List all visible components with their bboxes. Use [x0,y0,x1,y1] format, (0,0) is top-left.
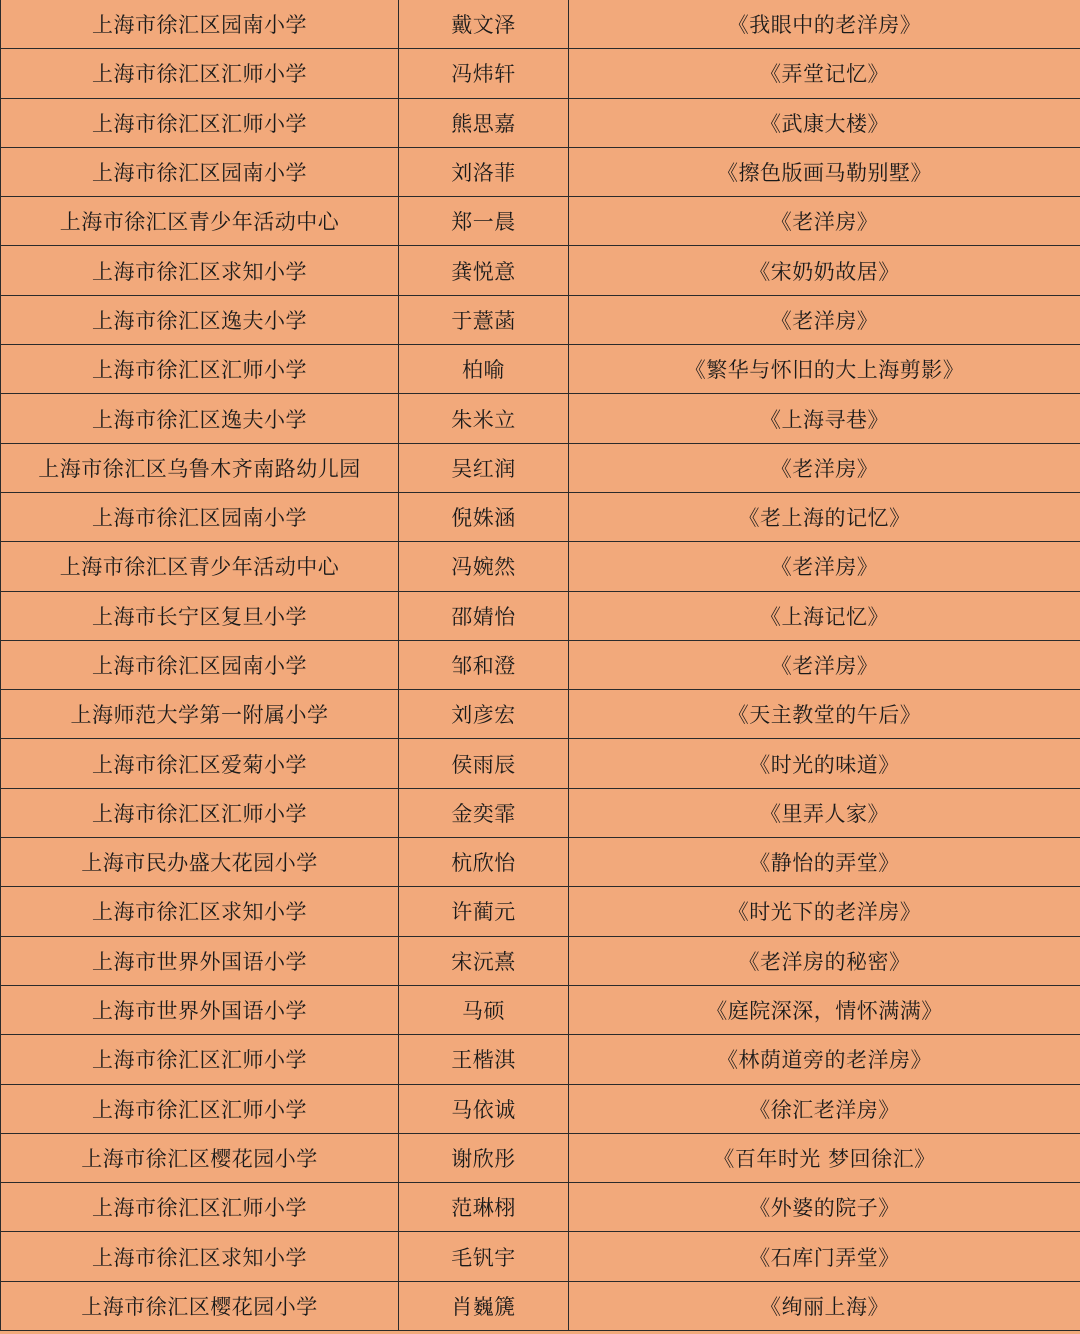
artwork-title-cell: 《老洋房》 [569,542,1080,591]
student-name-cell: 戴文泽 [399,0,569,49]
school-cell: 上海市徐汇区青少年活动中心 [1,197,399,246]
student-name-cell: 刘洛菲 [399,147,569,196]
table-row [1,542,1080,591]
artwork-title-cell: 《宋奶奶故居》 [569,246,1080,295]
student-name-cell: 于薏菡 [399,295,569,344]
student-name-cell: 侯雨辰 [399,739,569,788]
school-cell: 上海市徐汇区汇师小学 [1,345,399,394]
table-row [1,0,1080,49]
student-name-cell: 马依诚 [399,1084,569,1133]
table-row [1,887,1080,936]
table-row [1,1232,1080,1281]
artwork-title-cell: 《时光的味道》 [569,739,1080,788]
school-cell: 上海市徐汇区求知小学 [1,887,399,936]
school-cell: 上海市徐汇区汇师小学 [1,1084,399,1133]
table-row [1,640,1080,689]
table-row [1,591,1080,640]
student-name-cell: 马硕 [399,985,569,1034]
student-name-cell: 邹和澄 [399,640,569,689]
artwork-title-cell: 《老洋房的秘密》 [569,936,1080,985]
artwork-title-cell: 《绚丽上海》 [569,1281,1080,1330]
table-row [1,739,1080,788]
artwork-title-cell: 《我眼中的老洋房》 [569,0,1080,49]
table-row [1,49,1080,98]
school-cell: 上海市徐汇区园南小学 [1,492,399,541]
table-row [1,295,1080,344]
school-cell: 上海市徐汇区求知小学 [1,1232,399,1281]
table-row [1,838,1080,887]
school-cell: 上海市徐汇区汇师小学 [1,788,399,837]
artwork-title-cell: 《石库门弄堂》 [569,1232,1080,1281]
artwork-title-cell: 《林荫道旁的老洋房》 [569,1035,1080,1084]
artwork-title-cell: 《上海寻巷》 [569,394,1080,443]
school-cell: 上海市徐汇区园南小学 [1,147,399,196]
artwork-title-cell: 《擦色版画马勒别墅》 [569,147,1080,196]
table-row [1,98,1080,147]
school-cell: 上海市徐汇区汇师小学 [1,49,399,98]
table-row [1,1183,1080,1232]
artwork-title-cell: 《老洋房》 [569,295,1080,344]
school-cell: 上海市徐汇区汇师小学 [1,1183,399,1232]
school-cell: 上海市徐汇区园南小学 [1,0,399,49]
artwork-title-cell: 《天主教堂的午后》 [569,690,1080,739]
student-name-cell: 谢欣彤 [399,1133,569,1182]
school-cell: 上海市徐汇区逸夫小学 [1,394,399,443]
school-cell: 上海市徐汇区求知小学 [1,246,399,295]
student-name-cell: 金奕霏 [399,788,569,837]
table-row [1,197,1080,246]
school-cell: 上海市徐汇区樱花园小学 [1,1281,399,1330]
student-name-cell: 朱米立 [399,394,569,443]
artwork-title-cell: 《庭院深深，情怀满满》 [569,985,1080,1034]
school-cell: 上海市徐汇区逸夫小学 [1,295,399,344]
artwork-title-cell: 《里弄人家》 [569,788,1080,837]
table-body [1,0,1080,1331]
school-cell: 上海市徐汇区爱菊小学 [1,739,399,788]
artwork-title-cell: 《外婆的院子》 [569,1183,1080,1232]
school-cell: 上海市徐汇区青少年活动中心 [1,542,399,591]
school-cell: 上海市长宁区复旦小学 [1,591,399,640]
artwork-title-cell: 《老洋房》 [569,197,1080,246]
table-row [1,1281,1080,1330]
student-name-cell: 吴红润 [399,443,569,492]
school-cell: 上海市世界外国语小学 [1,985,399,1034]
artwork-title-cell: 《徐汇老洋房》 [569,1084,1080,1133]
artwork-title-cell: 《百年时光 梦回徐汇》 [569,1133,1080,1182]
table-row [1,1133,1080,1182]
table-row [1,492,1080,541]
student-name-cell: 刘彦宏 [399,690,569,739]
table-row [1,345,1080,394]
artwork-title-cell: 《武康大楼》 [569,98,1080,147]
artwork-title-cell: 《老洋房》 [569,443,1080,492]
student-name-cell: 郑一晨 [399,197,569,246]
table-row [1,147,1080,196]
student-name-cell: 王楷淇 [399,1035,569,1084]
school-cell: 上海市民办盛大花园小学 [1,838,399,887]
table-row [1,690,1080,739]
school-cell: 上海市徐汇区乌鲁木齐南路幼儿园 [1,443,399,492]
artwork-title-cell: 《老上海的记忆》 [569,492,1080,541]
table-row [1,1035,1080,1084]
artwork-title-cell: 《繁华与怀旧的大上海剪影》 [569,345,1080,394]
table-row [1,443,1080,492]
school-cell: 上海市徐汇区园南小学 [1,640,399,689]
student-name-cell: 宋沅熹 [399,936,569,985]
table-row [1,246,1080,295]
student-name-cell: 邵婧怡 [399,591,569,640]
artwork-title-cell: 《静怡的弄堂》 [569,838,1080,887]
table-row [1,985,1080,1034]
artwork-title-cell: 《上海记忆》 [569,591,1080,640]
student-name-cell: 柏喻 [399,345,569,394]
table-row [1,936,1080,985]
artwork-title-cell: 《弄堂记忆》 [569,49,1080,98]
school-cell: 上海市徐汇区樱花园小学 [1,1133,399,1182]
school-cell: 上海市徐汇区汇师小学 [1,1035,399,1084]
student-name-cell: 冯婉然 [399,542,569,591]
school-cell: 上海师范大学第一附属小学 [1,690,399,739]
school-cell: 上海市世界外国语小学 [1,936,399,985]
table-row [1,394,1080,443]
table-row [1,788,1080,837]
student-name-cell: 冯炜轩 [399,49,569,98]
artwork-title-cell: 《老洋房》 [569,640,1080,689]
student-name-cell: 许蔺元 [399,887,569,936]
student-name-cell: 杭欣怡 [399,838,569,887]
school-cell: 上海市徐汇区汇师小学 [1,98,399,147]
student-name-cell: 肖巍篪 [399,1281,569,1330]
artwork-title-cell: 《时光下的老洋房》 [569,887,1080,936]
student-name-cell: 熊思嘉 [399,98,569,147]
student-name-cell: 倪姝涵 [399,492,569,541]
table-row [1,1084,1080,1133]
student-name-cell: 龚悦意 [399,246,569,295]
student-name-cell: 范琳栩 [399,1183,569,1232]
student-name-cell: 毛钒宇 [399,1232,569,1281]
